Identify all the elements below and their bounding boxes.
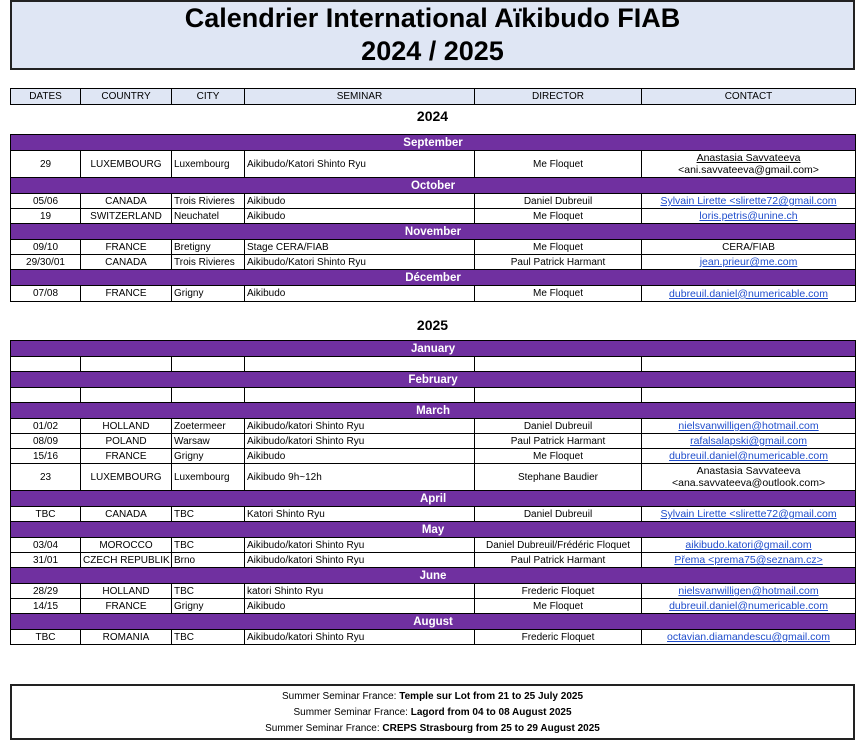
month-row-may: May	[11, 522, 856, 538]
month-row-october: October	[11, 178, 856, 194]
header-city: CITY	[172, 89, 245, 105]
month-row-november: November	[11, 224, 856, 240]
table-row: 08/09 POLAND Warsaw Aikibudo/katori Shinto Ryu Paul Patrick Harmant rafalsalapski@gmail.com	[11, 434, 856, 449]
table-row: 05/06 CANADA Trois Rivieres Aikibudo Daniel Dubreuil Sylvain Lirette <slirette72@gmail.com	[11, 194, 856, 209]
header-director: DIRECTOR	[475, 89, 642, 105]
table-row: 23 LUXEMBOURG Luxembourg Aikibudo 9h~12h Stephane Baudier Anastasia Savvateeva <ana.savvateeva@outlook.com>	[11, 464, 856, 491]
contact-link[interactable]: aikibudo.katori@gmail.com	[685, 539, 812, 551]
year-heading-2025: 2025	[416, 317, 449, 333]
contact-link[interactable]: nielsvanwilligen@hotmail.com	[678, 585, 819, 597]
empty-row	[11, 357, 856, 372]
table-row: TBC ROMANIA TBC Aikibudo/katori Shinto Ryu Frederic Floquet octavian.diamandescu@gmail.com	[11, 630, 856, 645]
month-row-december: Décember	[11, 270, 856, 286]
schedule-table-2024	[10, 134, 856, 302]
table-row: 14/15 FRANCE Grigny Aikibudo Me Floquet dubreuil.daniel@numericable.com	[11, 599, 856, 614]
year-heading-2024: 2024	[416, 108, 449, 124]
table-row: 28/29 HOLLAND TBC katori Shinto Ryu Frederic Floquet nielsvanwilligen@hotmail.com	[11, 584, 856, 599]
table-row: 09/10 FRANCE Bretigny Stage CERA/FIAB Me Floquet CERA/FIAB	[11, 240, 856, 255]
month-row-august: August	[11, 614, 856, 630]
header-seminar: SEMINAR	[245, 89, 475, 105]
month-row-january: January	[11, 341, 856, 357]
header-country: COUNTRY	[81, 89, 172, 105]
contact-cell: Anastasia Savvateeva <ana.savvateeva@outlook.com>	[642, 464, 856, 491]
summer-seminar-line: Summer Seminar France: Lagord from 04 to 08 August 2025	[293, 707, 572, 718]
contact-link[interactable]: dubreuil.daniel@numericable.com	[669, 600, 828, 612]
table-row: 29/30/01 CANADA Trois Rivieres Aikibudo/Katori Shinto Ryu Paul Patrick Harmant jean.prieur@me.com	[11, 255, 856, 270]
column-header-table	[10, 88, 856, 105]
table-row: 31/01 CZECH REPUBLIK Brno Aikibudo/katori Shinto Ryu Paul Patrick Harmant Přema <prema75@seznam.cz>	[11, 553, 856, 568]
schedule-table-2025	[10, 340, 856, 645]
header-contact: CONTACT	[642, 89, 856, 105]
month-row-june: June	[11, 568, 856, 584]
month-row-february: February	[11, 372, 856, 388]
table-row: 01/02 HOLLAND Zoetermeer Aikibudo/katori Shinto Ryu Daniel Dubreuil nielsvanwilligen@hotmail.com	[11, 419, 856, 434]
month-row-september: September	[11, 135, 856, 151]
table-row: TBC CANADA TBC Katori Shinto Ryu Daniel Dubreuil Sylvain Lirette <slirette72@gmail.com	[11, 507, 856, 522]
summer-seminar-line: Summer Seminar France: CREPS Strasbourg from 25 to 29 August 2025	[265, 723, 600, 734]
contact-link[interactable]: dubreuil.daniel@numericable.com	[669, 450, 828, 462]
contact-link[interactable]: jean.prieur@me.com	[699, 256, 798, 268]
contact-cell: CERA/FIAB	[642, 240, 856, 255]
table-row: 15/16 FRANCE Grigny Aikibudo Me Floquet dubreuil.daniel@numericable.com	[11, 449, 856, 464]
table-row: 07/08 FRANCE Grigny Aikibudo Me Floquet dubreuil.daniel@numericable.com	[11, 286, 856, 302]
title-box	[10, 0, 855, 70]
contact-link[interactable]: Sylvain Lirette <slirette72@gmail.com	[660, 195, 837, 207]
header-dates: DATES	[11, 89, 81, 105]
contact-link[interactable]: dubreuil.daniel@numericable.com	[669, 287, 828, 300]
summer-seminar-line: Summer Seminar France: Temple sur Lot from 21 to 25 July 2025	[281, 691, 584, 702]
table-row: 03/04 MOROCCO TBC Aikibudo/katori Shinto Ryu Daniel Dubreuil/Frédéric Floquet aikibudo.katori@gmail.com	[11, 538, 856, 553]
contact-link[interactable]: rafalsalapski@gmail.com	[690, 435, 807, 447]
page-title: Calendrier International Aïkibudo FIAB	[184, 3, 681, 33]
table-row: 29 LUXEMBOURG Luxembourg Aikibudo/Katori Shinto Ryu Me Floquet Anastasia Savvateeva <ani.savvateeva@gmail.com>	[11, 151, 856, 178]
page-subtitle: 2024 / 2025	[361, 36, 504, 66]
column-header-row	[11, 89, 856, 105]
contact-link[interactable]: Přema <prema75@seznam.cz>	[674, 554, 823, 566]
contact-cell: Anastasia Savvateeva <ani.savvateeva@gmail.com>	[642, 151, 856, 178]
table-row: 19 SWITZERLAND Neuchatel Aikibudo Me Floquet loris.petris@unine.ch	[11, 209, 856, 224]
contact-link[interactable]: Sylvain Lirette <slirette72@gmail.com	[660, 508, 837, 520]
month-row-april: April	[11, 491, 856, 507]
contact-link[interactable]: nielsvanwilligen@hotmail.com	[678, 420, 819, 432]
empty-row	[11, 388, 856, 403]
contact-link[interactable]: octavian.diamandescu@gmail.com	[667, 631, 831, 643]
summer-seminar-box	[10, 684, 855, 740]
contact-link[interactable]: loris.petris@unine.ch	[699, 210, 798, 222]
month-row-march: March	[11, 403, 856, 419]
